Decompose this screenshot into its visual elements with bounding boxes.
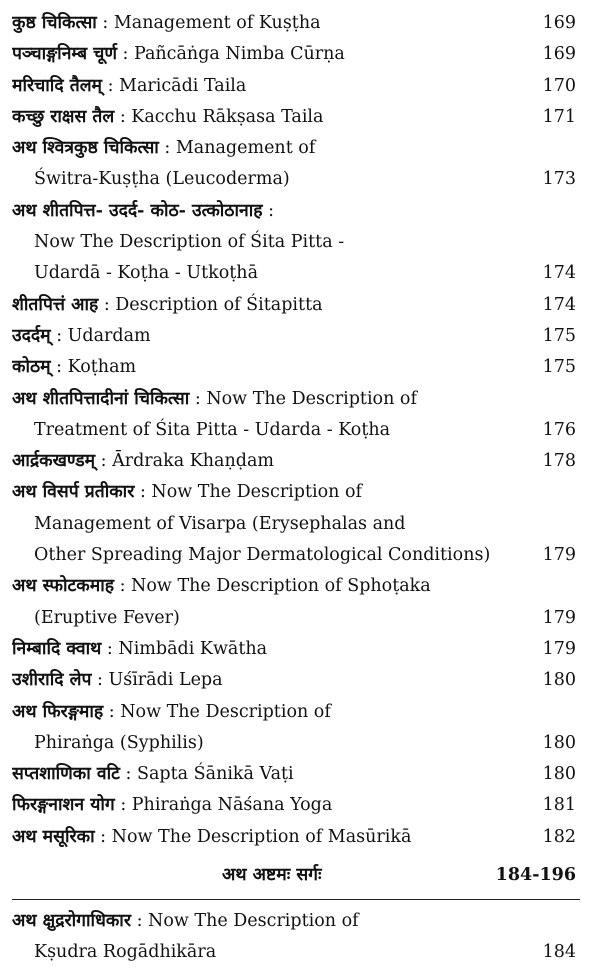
toc-entry-line [12,790,524,821]
toc-entry [12,822,580,853]
sanskrit-title: अथ शीतपित्तादीनां चिकित्सा [12,388,190,409]
sanskrit-title: सप्तशाणिका वटि [12,764,120,785]
sanskrit-title: अथ श्वित्रकुष्ठ चिकित्सा [12,138,159,159]
english-title: Świtra-Kuṣṭha (Leucoderma) [34,169,290,190]
toc-entry [12,39,580,70]
toc-entry-line [12,321,524,352]
toc-entry-line [12,258,524,289]
sanskrit-title: पञ्चाङ्गनिम्ब चूर्ण [12,44,117,65]
english-title: : Sapta Śānikā Vaṭi [119,764,294,785]
toc-entry-line [12,227,524,258]
english-title: : Now The Description of [189,388,417,409]
toc-entries-after [12,906,580,969]
english-title: Treatment of Śita Pitta - Udarda - Koṭha [34,419,391,440]
toc-entry-line [12,540,524,571]
page-number: 173 [542,169,576,190]
section-page-range: 184-196 [495,865,576,886]
english-title: : Description of Śitapitta [98,294,323,315]
page-number: 169 [542,44,576,65]
toc-entry [12,352,580,383]
english-title: : Udardam [50,325,151,346]
sanskrit-title: अथ स्फोटकमाह [12,576,115,597]
sanskrit-title: आर्द्रकखण्डम् [12,451,96,472]
english-title: : Kacchu Rākṣasa Taila [114,106,324,127]
sanskrit-title: अथ फिरङ्गमाह [12,701,104,722]
toc-entry [12,196,580,290]
page-number: 181 [542,795,576,816]
english-title: : Now The Description of [103,701,331,722]
toc-entry-line [12,164,524,195]
toc-entry-line [12,822,524,853]
toc-entry-line [12,446,524,477]
sanskrit-title: उशीरादि लेप [12,670,92,691]
toc-entry-line [12,196,524,227]
page-number: 175 [542,325,576,346]
english-title: : Management of [158,138,316,159]
toc-entry-line [12,634,524,665]
sanskrit-title: उदर्दम् [12,325,51,346]
toc-entry-line [12,8,524,39]
page-number: 178 [542,451,576,472]
sanskrit-title: शीतपित्तं आह [12,294,99,315]
sanskrit-title: कच्छु राक्षस तैल [12,106,115,127]
sanskrit-title: अथ क्षुद्ररोगाधिकार [12,911,131,932]
sanskrit-title: निम्बादि क्वाथ [12,638,102,659]
sanskrit-title: मरिचादि तैलम् [12,75,103,96]
toc-entry-line [12,937,524,968]
table-of-contents [12,8,580,969]
english-title: : Pañcāṅga Nimba Cūrṇa [116,44,345,65]
toc-entry [12,759,580,790]
toc-entries [12,8,580,853]
page-number: 171 [542,106,576,127]
english-title: : Maricādi Taila [102,75,247,96]
toc-entry-line [12,728,524,759]
toc-entry [12,697,580,760]
toc-entry-line [12,415,524,446]
page-number: 175 [542,357,576,378]
toc-entry [12,133,580,196]
toc-entry-line [12,102,524,133]
toc-entry-line [12,603,524,634]
english-title: : Now The Description of [131,911,359,932]
toc-entry-line [12,352,524,383]
toc-entry-line [12,71,524,102]
sanskrit-title: कुष्ठ चिकित्सा [12,13,97,33]
section-divider [12,899,580,900]
english-title: : Management of Kuṣṭha [96,13,321,33]
english-title: : Nimbādi Kwātha [101,638,268,659]
toc-entry [12,321,580,352]
page-number: 180 [542,732,576,753]
toc-entry [12,71,580,102]
toc-entry [12,571,580,634]
toc-entry [12,102,580,133]
toc-entry [12,665,580,696]
toc-entry-line [12,665,524,696]
toc-entry-line [12,384,524,415]
page-number: 179 [542,638,576,659]
toc-entry-line [12,133,524,164]
toc-entry [12,790,580,821]
page-number: 170 [542,75,576,96]
page-number: 179 [542,607,576,628]
sanskrit-title: अथ विसर्प प्रतीकार [12,482,135,503]
page-number: 174 [542,294,576,315]
page-number: 174 [542,263,576,284]
english-title: : Now The Description of [134,482,362,503]
toc-entry [12,477,580,571]
page-number: 182 [542,826,576,847]
english-title: : [262,200,274,221]
english-title: (Eruptive Fever) [34,607,180,628]
toc-entry [12,8,580,39]
english-title: Management of Visarpa (Erysephalas and [34,513,406,534]
page-number: 176 [542,419,576,440]
toc-entry [12,906,580,969]
toc-entry [12,634,580,665]
toc-entry-line [12,906,524,937]
toc-entry-line [12,571,524,602]
english-title: Phiraṅga (Syphilis) [34,732,204,753]
page-number: 169 [542,13,576,33]
english-title: Other Spreading Major Dermatological Conditions) [34,545,491,566]
toc-entry-line [12,759,524,790]
english-title: : Phiraṅga Nāśana Yoga [114,795,333,816]
english-title: : Uśīrādi Lepa [91,670,223,691]
toc-entry [12,446,580,477]
section-title: अथ अष्टमः सर्गः [222,865,322,886]
section-heading [12,853,580,897]
page-number: 184 [542,942,576,963]
toc-entry-line [12,39,524,70]
toc-entry-line [12,697,524,728]
english-title: : Koṭham [50,357,137,378]
english-title: : Now The Description of Sphoṭaka [114,576,431,597]
sanskrit-title: कोठम् [12,357,51,378]
sanskrit-title: अथ शीतपित्त- उदर्द- कोठ- उत्कोठानाह [12,200,263,221]
english-title: Now The Description of Śita Pitta - [34,232,345,253]
toc-entry-line [12,290,524,321]
toc-entry-line [12,509,524,540]
toc-entry [12,384,580,447]
page-number: 180 [542,764,576,785]
toc-entry [12,290,580,321]
english-title: : Now The Description of Masūrikā [94,826,412,847]
english-title: Kṣudra Rogādhikāra [34,942,217,963]
page-number: 180 [542,670,576,691]
english-title: : Ārdraka Khaṇḍam [95,451,274,472]
english-title: Udardā - Koṭha - Utkoṭhā [34,263,258,284]
toc-entry-line [12,477,524,508]
sanskrit-title: अथ मसूरिका [12,826,95,847]
sanskrit-title: फिरङ्गनाशन योग [12,795,115,816]
page-number: 179 [542,545,576,566]
